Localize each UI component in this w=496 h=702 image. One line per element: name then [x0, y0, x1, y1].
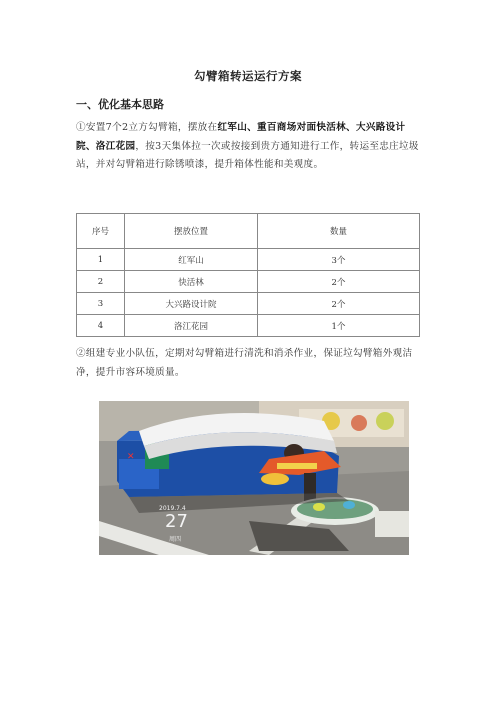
cell-quantity: 2个	[258, 271, 420, 293]
photo-illustration	[99, 401, 409, 555]
cell-index: 1	[77, 249, 125, 271]
cell-location: 洛江花园	[125, 315, 258, 337]
p1-prefix: ①安置7个2立方勾臂箱，摆放在	[76, 122, 218, 133]
table-row	[77, 249, 420, 271]
cell-quantity: 3个	[258, 249, 420, 271]
cell-quantity: 2个	[258, 293, 420, 315]
table-row	[77, 271, 420, 293]
cell-location: 大兴路设计院	[125, 293, 258, 315]
header-quantity: 数量	[258, 214, 420, 249]
p1-locations: 红军山、重百商场对面快活林、大兴路设计院、洛江花园	[76, 122, 406, 152]
p1-suffix: ，按3天集体拉一次或按接到贵方通知进行工作，转运至忠庄垃圾站，并对勾臂箱进行除锈喷漆，提升箱体性能和美观度。	[76, 140, 419, 170]
header-location: 摆放位置	[125, 214, 258, 249]
cell-location: 红军山	[125, 249, 258, 271]
table-row	[77, 293, 420, 315]
section-heading: 一、优化基本思路	[76, 98, 164, 111]
photo-day-stamp: 27	[165, 511, 188, 532]
table-header-row	[77, 214, 420, 249]
photo-date-stamp: 2019.7.4	[159, 505, 186, 512]
paragraph-2: ②组建专业小队伍，定期对勾臂箱进行清洗和消杀作业，保证垃勾臂箱外观洁净，提升市容环境质量。	[76, 348, 413, 378]
paragraph-1	[76, 119, 420, 175]
document-title: 勾臂箱转运运行方案	[194, 69, 302, 83]
cell-index: 4	[77, 315, 125, 337]
cell-quantity: 1个	[258, 315, 420, 337]
header-index: 序号	[77, 214, 125, 249]
svg-text:✕: ✕	[127, 452, 135, 462]
cell-location: 快活林	[125, 271, 258, 293]
cell-index: 3	[77, 293, 125, 315]
placement-table	[76, 213, 420, 337]
table-row	[77, 315, 420, 337]
photo-sub-stamp: 周四	[169, 536, 182, 543]
cell-index: 2	[77, 271, 125, 293]
bin-cleaning-photo	[99, 401, 409, 555]
